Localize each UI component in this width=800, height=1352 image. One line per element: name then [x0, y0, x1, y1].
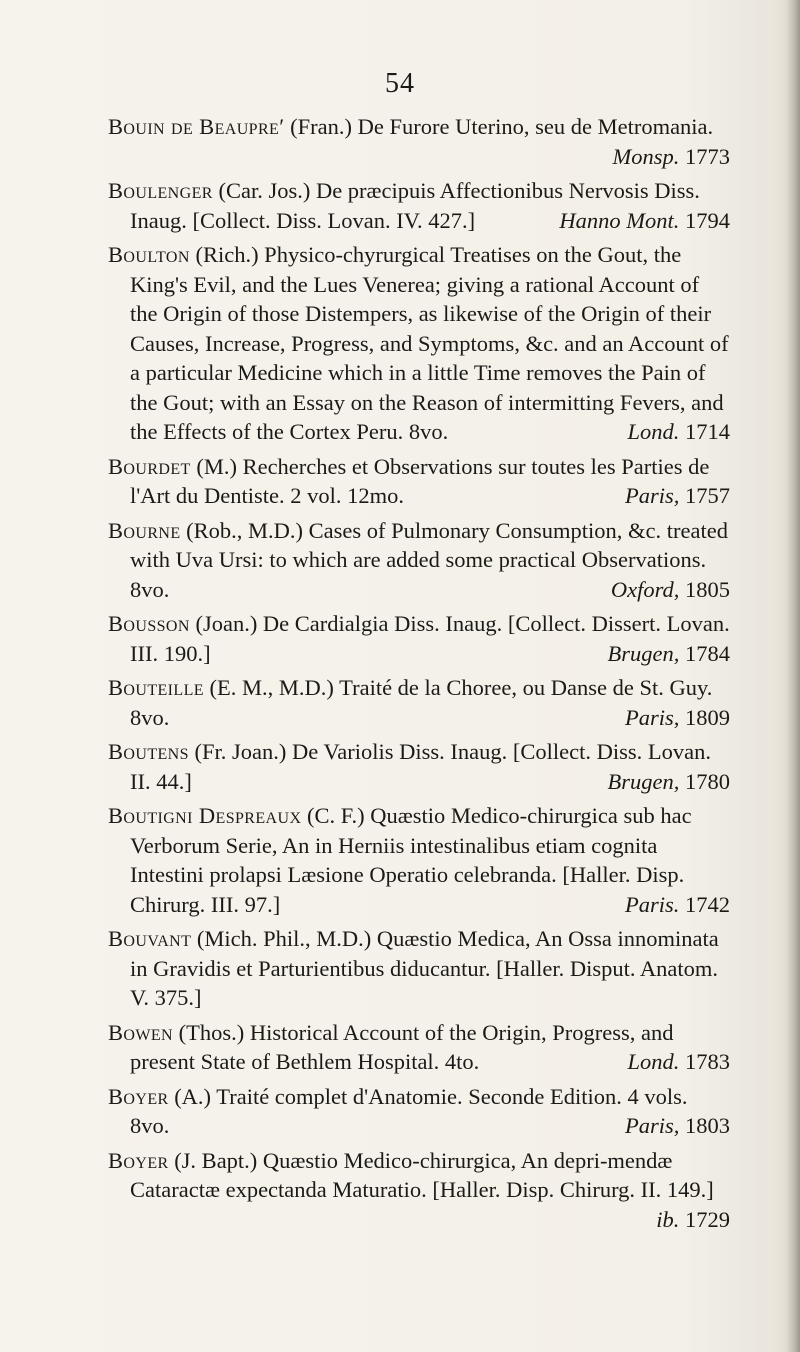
- bibliography-entry: [108, 452, 730, 511]
- entry-title: (J. Bapt.) Quæstio Medico-chirurgica, An depri-mendæ Cataractæ expectanda Maturatio. [Haller. Disp. Chirurg. II. 149.]: [130, 1147, 714, 1202]
- bibliography-entry: [108, 1082, 730, 1141]
- entry-author: Boutens: [108, 739, 189, 764]
- entry-author: Boulenger: [108, 178, 213, 203]
- bibliography-entry: [108, 240, 730, 447]
- entry-year: 1780: [685, 768, 730, 794]
- entry-year: 1783: [685, 1049, 730, 1074]
- entry-imprint: [613, 1047, 730, 1077]
- entry-place: Brugen,: [607, 768, 680, 794]
- entry-year: 1742: [685, 891, 730, 917]
- entry-title: (Mich. Phil., M.D.) Quæstio Medica, An Ossa innominata in Gravidis et Parturientibus diducantur. [Haller. Disput. Anatom. V. 375.]: [130, 926, 719, 1010]
- entry-author: Boyer: [108, 1083, 169, 1109]
- entry-imprint: [642, 1205, 730, 1235]
- entry-place: ib.: [656, 1206, 680, 1232]
- bibliography-entry: [108, 924, 730, 1013]
- entry-title: (E. M., M.D.) Traité de la Choree, ou Danse de St. Guy. 8vo.: [130, 675, 713, 730]
- entry-year: 1773: [685, 143, 730, 169]
- entry-author: Boulton: [108, 242, 190, 267]
- entry-imprint: [611, 481, 730, 511]
- entry-year: 1784: [685, 640, 730, 666]
- entry-place: Lond.: [627, 419, 680, 444]
- entry-imprint: [599, 142, 731, 172]
- entry-author: Bourdet: [108, 453, 191, 479]
- entry-title: (Thos.) Historical Account of the Origin, Progress, and present State of Bethlem Hospital. 4to.: [130, 1019, 674, 1074]
- bibliography-entry: [108, 112, 730, 171]
- entry-imprint: [594, 639, 731, 669]
- entry-place: Paris,: [624, 483, 680, 508]
- entry-imprint: [611, 1111, 730, 1141]
- entry-year: 1803: [685, 1113, 730, 1138]
- entry-title: (Fr. Joan.) De Variolis Diss. Inaug. [Collect. Diss. Lovan. II. 44.]: [130, 739, 711, 794]
- entry-place: Lond.: [627, 1049, 680, 1074]
- entry-place: Hanno Mont.: [559, 207, 680, 233]
- entry-title: (A.) Traité complet d'Anatomie. Seconde Edition. 4 vols. 8vo.: [130, 1083, 688, 1138]
- entry-place: Oxford,: [610, 576, 680, 602]
- entry-place: Paris,: [624, 704, 680, 730]
- entry-author: Bouvant: [108, 926, 192, 951]
- entry-author: Boutigni Despreaux: [108, 803, 302, 828]
- entry-year: 1805: [685, 576, 730, 602]
- bibliography-entry: [108, 176, 730, 235]
- entry-author: Boyer: [108, 1147, 169, 1173]
- entry-year: 1757: [685, 483, 730, 508]
- entry-year: 1729: [685, 1206, 730, 1232]
- entry-title: (Fran.) De Furore Uterino, seu de Metromania.: [290, 114, 714, 139]
- entry-year: 1714: [685, 419, 730, 444]
- entry-year: 1809: [685, 704, 730, 730]
- entry-imprint: [611, 703, 730, 733]
- entry-title: (C. F.) Quæstio Medico-chirurgica sub hac Verborum Serie, An in Herniis intestinalibus etiam cognita Intestini prolapsi Læsione Operatio celebranda. [Haller. Disp. Chirurg. III. 97.]: [130, 803, 692, 917]
- entry-author: Bousson: [108, 611, 190, 636]
- bibliography-entry: [108, 1146, 730, 1235]
- entry-place: Brugen,: [607, 640, 680, 666]
- entry-title: (Rob., M.D.) Cases of Pulmonary Consumption, &c. treated with Uva Ursi: to which are added some practical Observations. 8vo.: [130, 517, 728, 602]
- bibliography-entry: [108, 673, 730, 732]
- entry-place: Paris.: [624, 891, 680, 917]
- bibliography-entry: [108, 609, 730, 668]
- entry-imprint: [613, 417, 730, 447]
- bibliography-entry: [108, 1018, 730, 1077]
- entry-imprint: [611, 890, 730, 920]
- entry-imprint: [545, 206, 730, 236]
- bibliography-entry: [108, 516, 730, 605]
- bibliography-entry: [108, 737, 730, 796]
- bibliography-list: [108, 112, 730, 1239]
- entry-title: (Rich.) Physico-chyrurgical Treatises on the Gout, the King's Evil, and the Lues Venerea; giving a rational Account of the Origin of those Distempers, as likewise of the Origin of their Causes, Increase, Progress, and Symptoms, &c. and an Account of a particular Medicine which in a little Time removes the Pain of the Gout; with an Essay on the Reason of intermitting Fevers, and the Effects of the Cortex Peru. 8vo.: [130, 242, 729, 444]
- entry-imprint: [594, 767, 731, 797]
- entry-author: Bowen: [108, 1019, 173, 1045]
- page-edge-shadow: [786, 0, 800, 1352]
- entry-author: Bourne: [108, 517, 181, 543]
- page-number: 54: [385, 68, 415, 99]
- entry-title: (M.) Recherches et Observations sur toutes les Parties de l'Art du Dentiste. 2 vol. 12mo.: [130, 453, 710, 508]
- entry-title: (Car. Jos.) De præcipuis Affectionibus Nervosis Diss. Inaug. [Collect. Diss. Lovan. IV. 427.]: [130, 178, 700, 233]
- entry-imprint: [597, 575, 730, 605]
- entry-author: Bouin de Beaupre′: [108, 114, 285, 139]
- entry-place: Paris,: [624, 1113, 680, 1138]
- entry-year: 1794: [685, 207, 730, 233]
- bibliography-entry: [108, 801, 730, 919]
- entry-author: Bouteille: [108, 675, 204, 700]
- entry-title: (Joan.) De Cardialgia Diss. Inaug. [Collect. Dissert. Lovan. III. 190.]: [130, 611, 730, 666]
- entry-place: Monsp.: [612, 143, 680, 169]
